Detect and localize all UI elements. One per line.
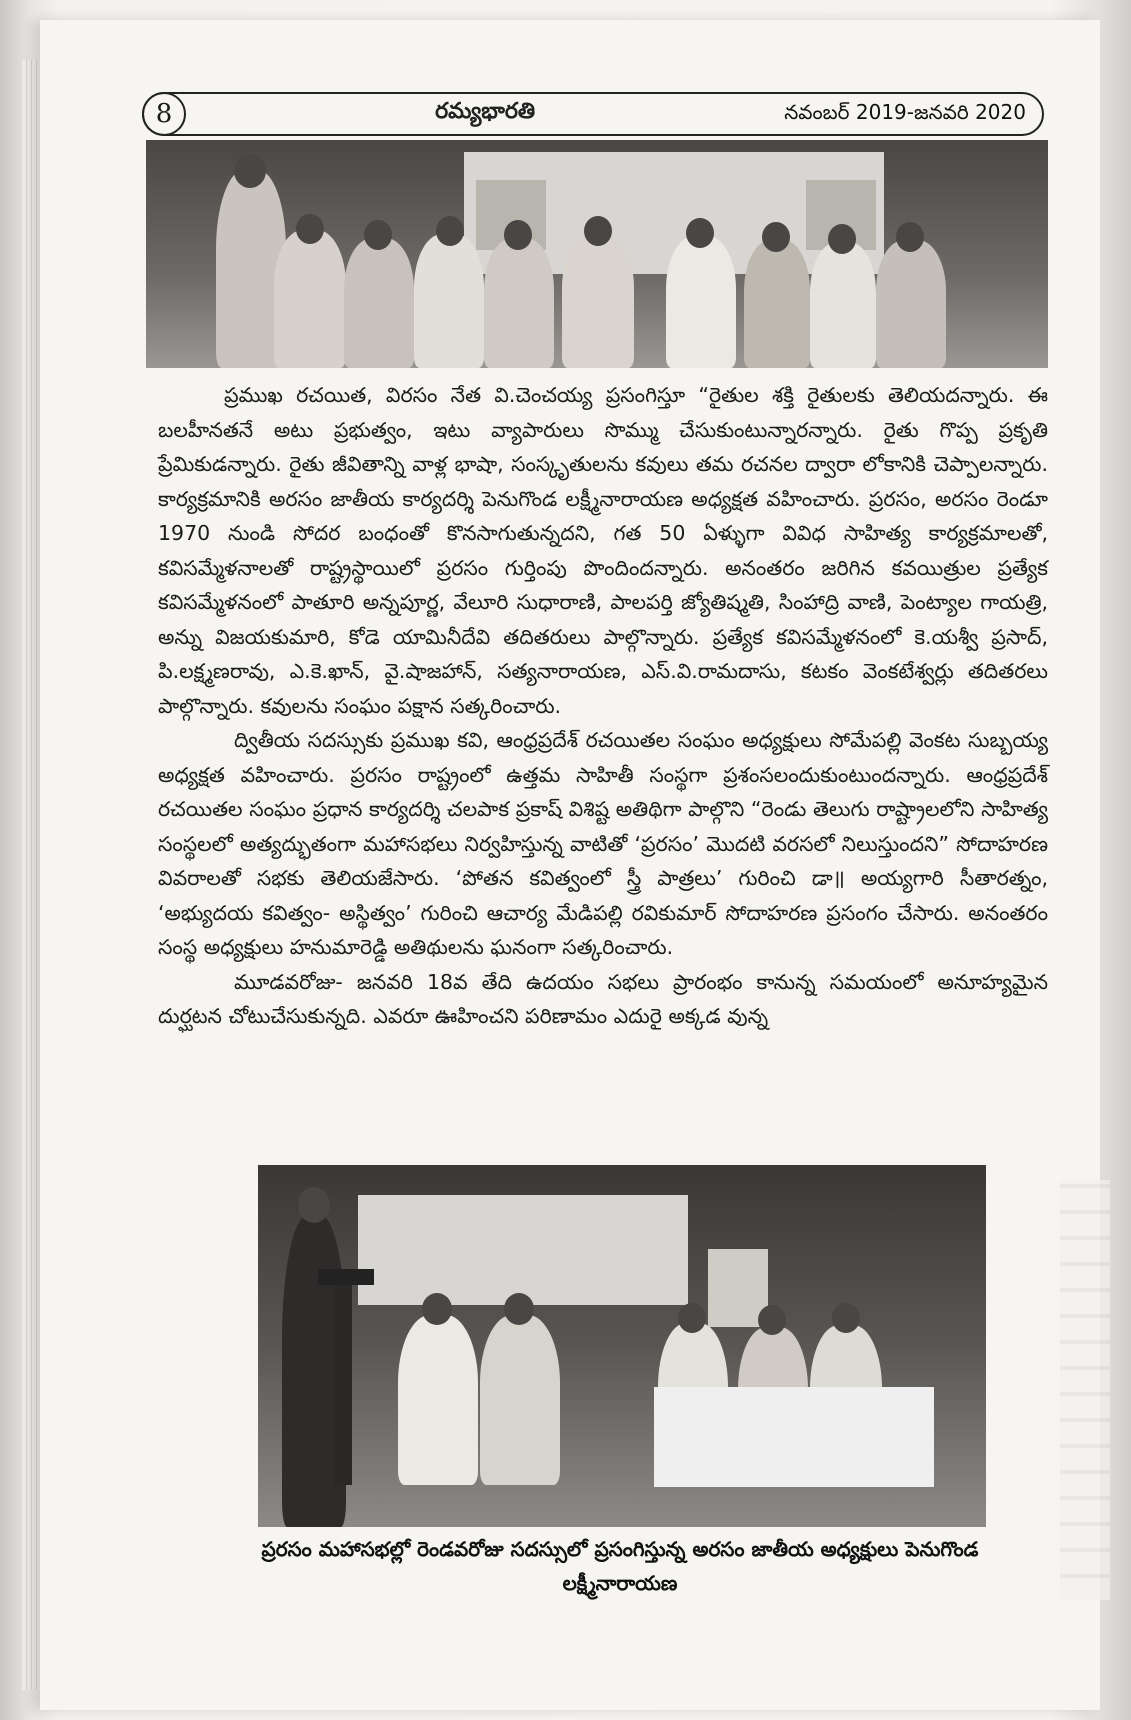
- issue-date: నవంబర్ 2019-జనవరి 2020: [784, 99, 1026, 124]
- article-body: [158, 378, 1048, 1034]
- bleed-through-text: [1060, 1180, 1110, 1600]
- photo-caption: [184, 1532, 1056, 1600]
- magazine-title: రమ్యభారతి: [435, 99, 536, 124]
- stage-photo-top: [146, 140, 1048, 368]
- stage-photo-bottom: [258, 1165, 986, 1527]
- page-header: [142, 92, 1044, 136]
- caption-line-1: ప్రరసం మహాసభల్లో రెండవరోజు సదస్సులో ప్రసంగిస్తున్న అరసం జాతీయ అధ్యక్షులు పెనుగొండ: [261, 1537, 979, 1561]
- paragraph-2: ద్వితీయ సదస్సుకు ప్రముఖ కవి, ఆంధ్రప్రదేశ్ రచయితల సంఘం అధ్యక్షులు సోమేపల్లి వెంకట సుబ్బయ్య అధ్యక్షత వహించారు. ప్రరసం రాష్ట్రంలో ఉత్తమ సాహితీ సంస్థగా ప్రశంసలందుకుంటుందన్నారు. ఆంధ్రప్రదేశ్ రచయితల సంఘం ప్రధాన కార్యదర్శి చలపాక ప్రకాష్ విశిష్ట అతిథిగా పాల్గొని “రెండు తెలుగు రాష్ట్రాలలోని సాహిత్య సంస్థలలో అత్యద్భుతంగా మహాసభలు నిర్వహిస్తున్న వాటితో ‘ప్రరసం’ మొదటి వరసలో నిలుస్తుందని” సోదాహరణ వివరాలతో సభకు తెలియజేసారు. ‘పోతన కవిత్వంలో స్త్రీ పాత్రలు’ గురించి డా॥ అయ్యగారి సీతారత్నం, ‘అభ్యుదయ కవిత్వం- అస్థిత్వం’ గురించి ఆచార్య మేడిపల్లి రవికుమార్ సోదాహరణ ప్రసంగం చేసారు. అనంతరం సంస్థ అధ్యక్షులు హనుమారెడ్డి అతిథులను ఘనంగా సత్కరించారు.: [158, 728, 1048, 959]
- page-number: 8: [142, 92, 186, 136]
- caption-line-2: లక్ష్మీనారాయణ: [562, 1571, 678, 1595]
- paragraph-3: మూడవరోజు- జనవరి 18వ తేది ఉదయం సభలు ప్రారంభం కానున్న సమయంలో అనూహ్యమైన దుర్ఘటన చోటుచేసుకున్నది. ఎవరూ ఊహించని పరిణామం ఎదురై అక్కడ వున్న: [158, 969, 1048, 1028]
- paragraph-1: ప్రముఖ రచయిత, విరసం నేత వి.చెంచయ్య ప్రసంగిస్తూ “రైతుల శక్తి రైతులకు తెలియదన్నారు. ఈ బలహీనతనే అటు ప్రభుత్వం, ఇటు వ్యాపారులు సొమ్ము చేసుకుంటున్నారన్నారు. రైతు గొప్ప ప్రకృతి ప్రేమికుడన్నారు. రైతు జీవితాన్ని వాళ్ల భాషా, సంస్కృతులను కవులు తమ రచనల ద్వారా లోకానికి చెప్పాలన్నారు. కార్యక్రమానికి అరసం జాతీయ కార్యదర్శి పెనుగొండ లక్ష్మీనారాయణ అధ్యక్షత వహించారు. ప్రరసం, అరసం రెండూ 1970 నుండి సోదర బంధంతో కొనసాగుతున్నదని, గత 50 ఏళ్ళుగా వివిధ సాహిత్య కార్యక్రమాలతో, కవిసమ్మేళనాలతో రాష్ట్రస్థాయిలో ప్రరసం గుర్తింపు పొందిందన్నారు. అనంతరం జరిగిన కవయిత్రుల ప్రత్యేక కవిసమ్మేళనంలో పాతూరి అన్నపూర్ణ, వేలూరి సుధారాణి, పాలపర్తి జ్యోతిష్మతి, సింహాద్రి వాణి, పెంట్యాల గాయత్రి, అన్ను విజయకుమారి, కోడె యామినీదేవి తదితరులు పాల్గొన్నారు. ప్రత్యేక కవిసమ్మేళనంలో కె.యశ్వీ ప్రసాద్, పి.లక్ష్మణరావు, ఎ.కె.ఖాన్, వై.షాజహాన్, సత్యనారాయణ, ఎస్.వి.రామదాసు, కటకం వెంకటేశ్వర్లు తదితరలు పాల్గొన్నారు. కవులను సంఘం పక్షాన సత్కరించారు.: [158, 383, 1048, 718]
